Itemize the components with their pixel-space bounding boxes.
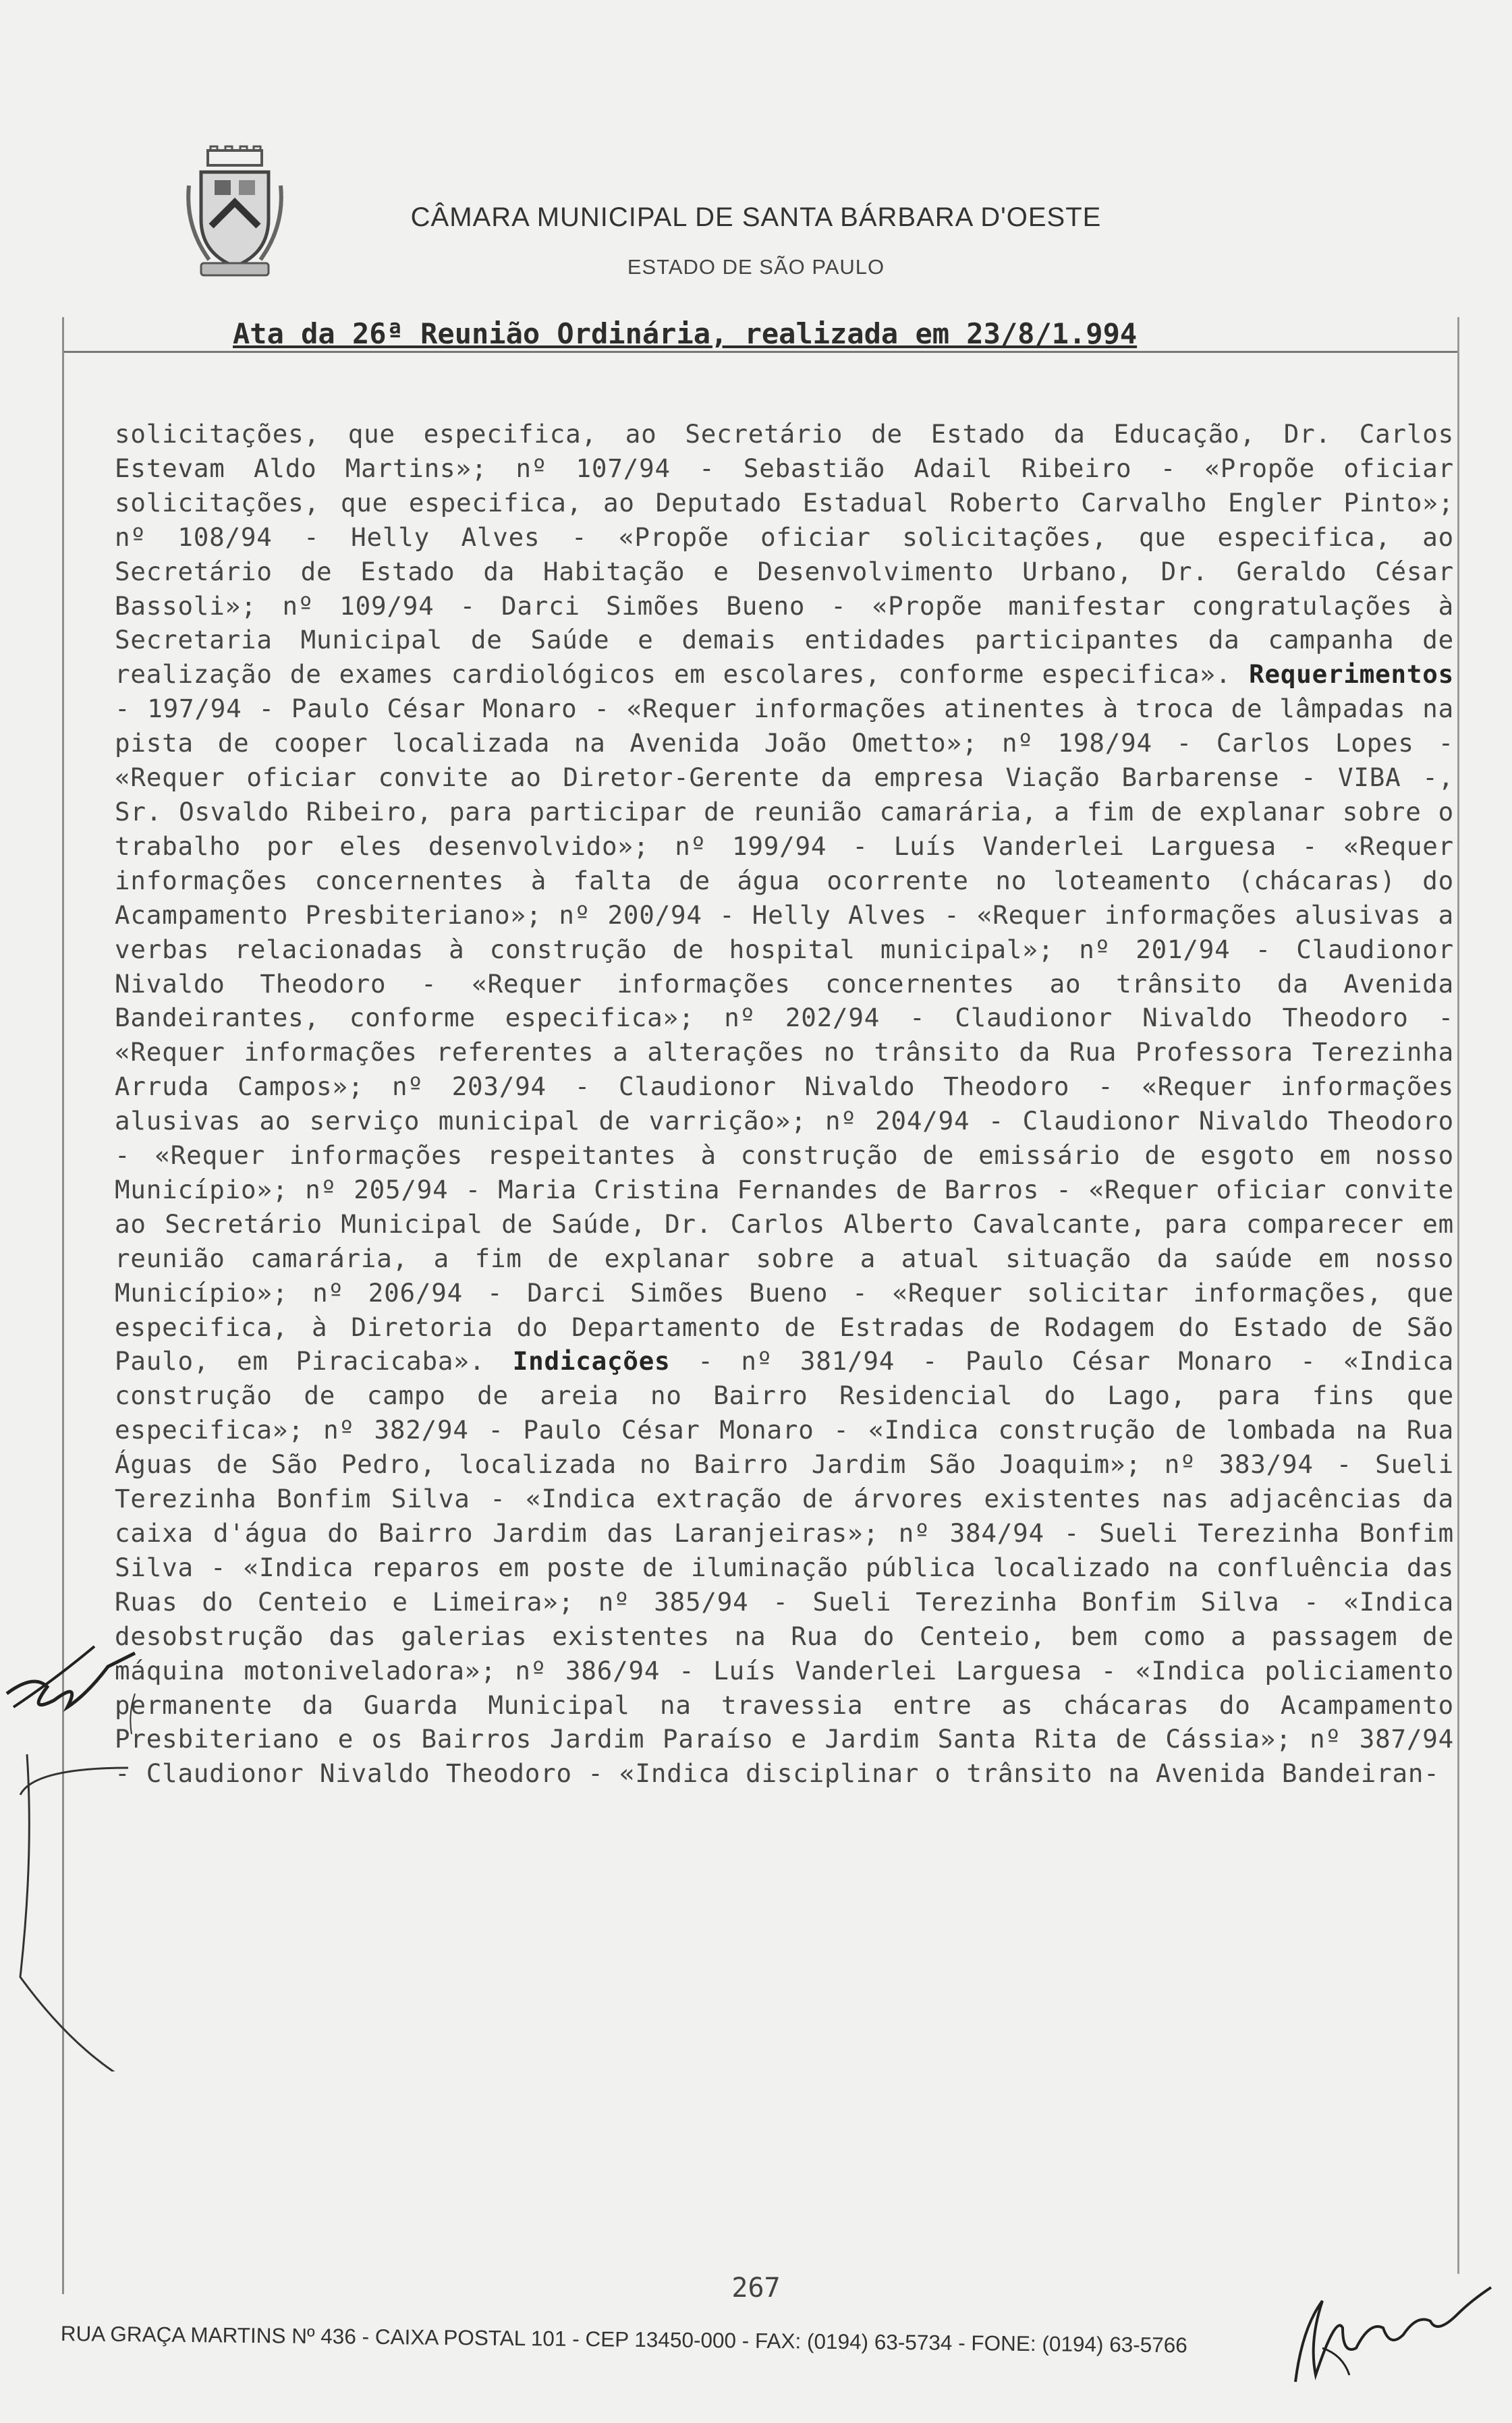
handwritten-signature-right bbox=[1282, 2247, 1511, 2402]
institution-name: CÂMARA MUNICIPAL DE SANTA BÁRBARA D'OESTE bbox=[410, 202, 1102, 232]
state-name: ESTADO DE SÃO PAULO bbox=[627, 255, 885, 279]
body-segment-requerimentos: - 197/94 - Paulo César Monaro - «Requer informações atinentes à troca de lâmpadas na pista de cooper localizada na Avenida João Ometto»; nº 198/94 - Carlos Lopes - «Requer oficiar convite ao Diretor-Gerente da empresa Viação Barbarense - VIBA -, Sr. Osvaldo Ribeiro, para participar de reunião camarária, a fim de explanar sobre o trabalho por eles desenvolvido»; nº 199/94 - Luís Vanderlei Larguesa - «Requer informações concernentes à falta de água ocorrente no loteamento (chácaras) do Acampamento Presbiteriano»; nº 200/94 - Helly Alves - «Requer informações alusivas a verbas relacionadas à construção de hospital municipal»; nº 201/94 - Claudionor Nivaldo Theodoro - «Requer informações concernentes ao trânsito da Avenida Bandeirantes, conforme especifica»; nº 202/94 - Claudionor Nivaldo Theodoro - «Requer informações referentes a alterações no trânsito da Rua Professora Terezinha Arruda Campos»; nº 203/94 - Claudionor Nivaldo Theodoro - «Requer informações alusivas ao serviço municipal de varrição»; nº 204/94 - Claudionor Nivaldo Theodoro - «Requer informações respeitantes à construção de emissário de esgoto em nosso Município»; nº 205/94 - Maria Cristina Fernandes de Barros - «Requer oficiar convite ao Secretário Municipal de Saúde, Dr. Carlos Alberto Cavalcante, para comparecer em reunião camarária, a fim de explanar sobre a atual situação da saúde em nosso Município»; nº 206/94 - Darci Simões Bueno - «Requer solicitar informações, que especifica, à Diretoria do Departamento de Estradas de Rodagem do Estado de São Paulo, em Piracicaba». bbox=[115, 694, 1454, 1376]
body-segment-intro: solicitações, que especifica, ao Secretário de Estado da Educação, Dr. Carlos Estevam Aldo Martins»; nº 107/94 - Sebastião Adail Ribeiro - «Propõe oficiar solicitações, que especifica, ao Deputado Estadual Roberto Carvalho Engler Pinto»; nº 108/94 - Helly Alves - «Propõe oficiar solicitações, que especifica, ao Secretário de Estado da Habitação e Desenvolvimento Urbano, Dr. Geraldo César Bassoli»; nº 109/94 - Darci Simões Bueno - «Propõe manifestar congratulações à Secretaria Municipal de Saúde e demais entidades participantes da campanha de realização de exames cardiológicos em escolares, conforme especifica». bbox=[115, 419, 1454, 690]
body-segment-indicacoes: - nº 381/94 - Paulo César Monaro - «Indica construção de campo de areia no Bairro Residencial do Lago, para fins que especifica»; nº 382/94 - Paulo César Monaro - «Indica construção de lombada na Rua Águas de São Pedro, localizada no Bairro Jardim São Joaquim»; nº 383/94 - Sueli Terezinha Bonfim Silva - «Indica extração de árvores existentes nas adjacências da caixa d'água do Bairro Jardim das Laranjeiras»; nº 384/94 - Sueli Terezinha Bonfim Silva - «Indica reparos em poste de iluminação pública localizado na confluência das Ruas do Centeio e Limeira»; nº 385/94 - Sueli Terezinha Bonfim Silva - «Indica desobstrução das galerias existentes na Rua do Centeio, bem como a passagem de máquina motoniveladora»; nº 386/94 - Luís Vanderlei Larguesa - «Indica policiamento permanente da Guarda Municipal na travessia entre as chácaras do Acampamento Presbiteriano e os Bairros Jardim Paraíso e Jardim Santa Rita de Cássia»; nº 387/94 - Claudionor Nivaldo Theodoro - «Indica disciplinar o trânsito na Avenida Bandeiran- bbox=[115, 1346, 1454, 1789]
handwritten-signature-left bbox=[0, 1599, 148, 2071]
section-heading-indicacoes: Indicações bbox=[512, 1346, 671, 1376]
header-divider bbox=[62, 351, 1459, 353]
right-border-line bbox=[1457, 317, 1459, 2274]
section-heading-requerimentos: Requerimentos bbox=[1249, 659, 1454, 690]
minutes-body bbox=[115, 417, 1454, 1791]
footer-address: RUA GRAÇA MARTINS Nº 436 - CAIXA POSTAL 101 - CEP 13450-000 - FAX: (0194) 63-5734 - FONE: (0194) 63-5766 bbox=[60, 2321, 1188, 2358]
minutes-title: Ata da 26ª Reunião Ordinária, realizada em 23/8/1.994 bbox=[233, 317, 1138, 350]
page-number: 267 bbox=[731, 2273, 781, 2304]
